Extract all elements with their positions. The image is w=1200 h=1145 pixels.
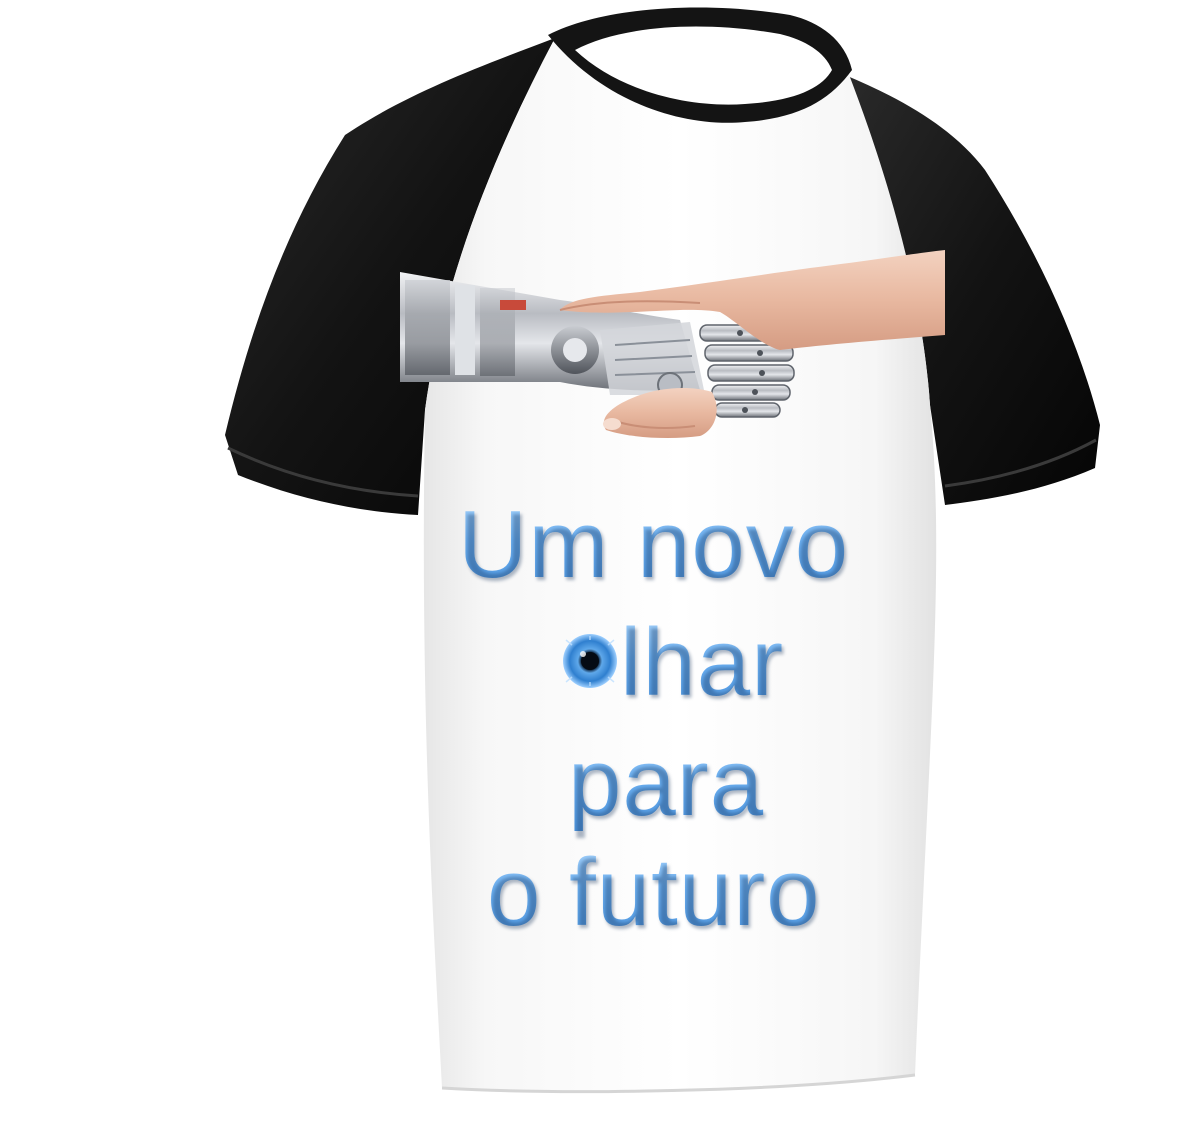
eye-icon bbox=[563, 634, 617, 688]
slogan-line-2: lhar bbox=[620, 609, 785, 716]
slogan-line-3: para bbox=[568, 729, 765, 836]
slogan-line-1: Um novo bbox=[458, 491, 850, 598]
slogan-line-4: o futuro bbox=[487, 839, 821, 946]
